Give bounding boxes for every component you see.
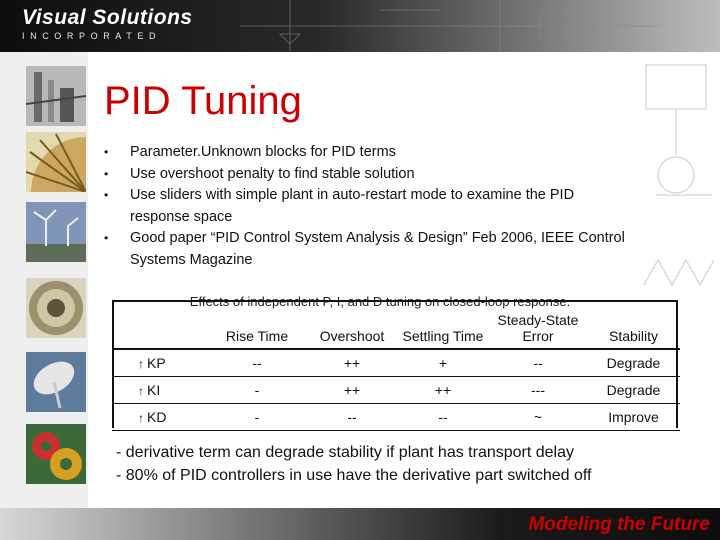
wind-turbines-image (26, 202, 86, 262)
brand-logo-text: Visual Solutions (22, 6, 193, 29)
brand-subtitle: INCORPORATED (22, 31, 162, 41)
column-header: Rise Time (225, 328, 289, 344)
term-cell (112, 349, 207, 376)
up-arrow-icon: ↑ (138, 383, 144, 398)
table-cell: Degrade (606, 354, 661, 371)
table-cell: Degrade (606, 381, 661, 398)
table-cell: - (254, 408, 260, 425)
column-header: Steady-State Error (497, 312, 579, 344)
bullet-item: • Use overshoot penalty to find stable solution (104, 164, 634, 186)
term-label: KP (147, 354, 166, 371)
table-cell: -- (533, 354, 543, 371)
column-header: Overshoot (319, 328, 385, 344)
industrial-plant-image (26, 66, 86, 126)
column-header (112, 298, 207, 349)
table-cell: ++ (343, 354, 361, 371)
notes-block (116, 441, 592, 487)
circuit-diagram-decoration (636, 55, 720, 335)
table-cell: ++ (434, 381, 452, 398)
note-line: - derivative term can degrade stability if plant has transport delay (116, 444, 575, 461)
up-arrow-icon: ↑ (138, 410, 144, 425)
table-row (112, 376, 680, 403)
bullet-item: • Good paper “PID Control System Analysis & Design” Feb 2006, IEEE Control Systems Magazine (104, 228, 634, 271)
column-header: Settling Time (402, 328, 484, 344)
header-diagram-decoration (240, 0, 660, 52)
windmill-image (26, 132, 86, 192)
table-cell: -- (252, 354, 262, 371)
header-bar (0, 0, 720, 52)
bullet-item: • Use sliders with simple plant in auto-restart mode to examine the PID response space (104, 185, 634, 228)
term-label: KI (147, 381, 161, 398)
colorful-gears-image (26, 424, 86, 484)
table-cell: ~ (533, 408, 543, 425)
pid-effects-table (112, 298, 680, 431)
up-arrow-icon: ↑ (138, 356, 144, 371)
table-cell: + (438, 354, 448, 371)
satellite-dish-image (26, 352, 86, 412)
note-line: - 80% of PID controllers in use have the derivative part switched off (116, 467, 592, 484)
term-cell (112, 403, 207, 430)
table-cell: --- (531, 381, 545, 398)
bullet-item: • Parameter.Unknown blocks for PID terms (104, 142, 634, 164)
table-cell: -- (438, 408, 448, 425)
image-strip (0, 52, 88, 512)
table-row (112, 349, 680, 376)
term-cell (112, 376, 207, 403)
column-header: Stability (608, 328, 659, 344)
term-label: KD (147, 408, 167, 425)
table-cell: Improve (608, 408, 659, 425)
bullet-list (104, 142, 634, 271)
turbine-engine-image (26, 278, 86, 338)
table-row (112, 403, 680, 430)
table-header-row (112, 298, 680, 349)
table-caption: Effects of independent P, I, and D tuning on closed-loop response. (189, 294, 571, 309)
table-cell: - (254, 381, 260, 398)
footer-bar (0, 508, 720, 540)
table-cell: -- (347, 408, 357, 425)
table-cell: ++ (343, 381, 361, 398)
footer-tagline: Modeling the Future (528, 514, 710, 535)
slide-title: PID Tuning (104, 79, 302, 123)
